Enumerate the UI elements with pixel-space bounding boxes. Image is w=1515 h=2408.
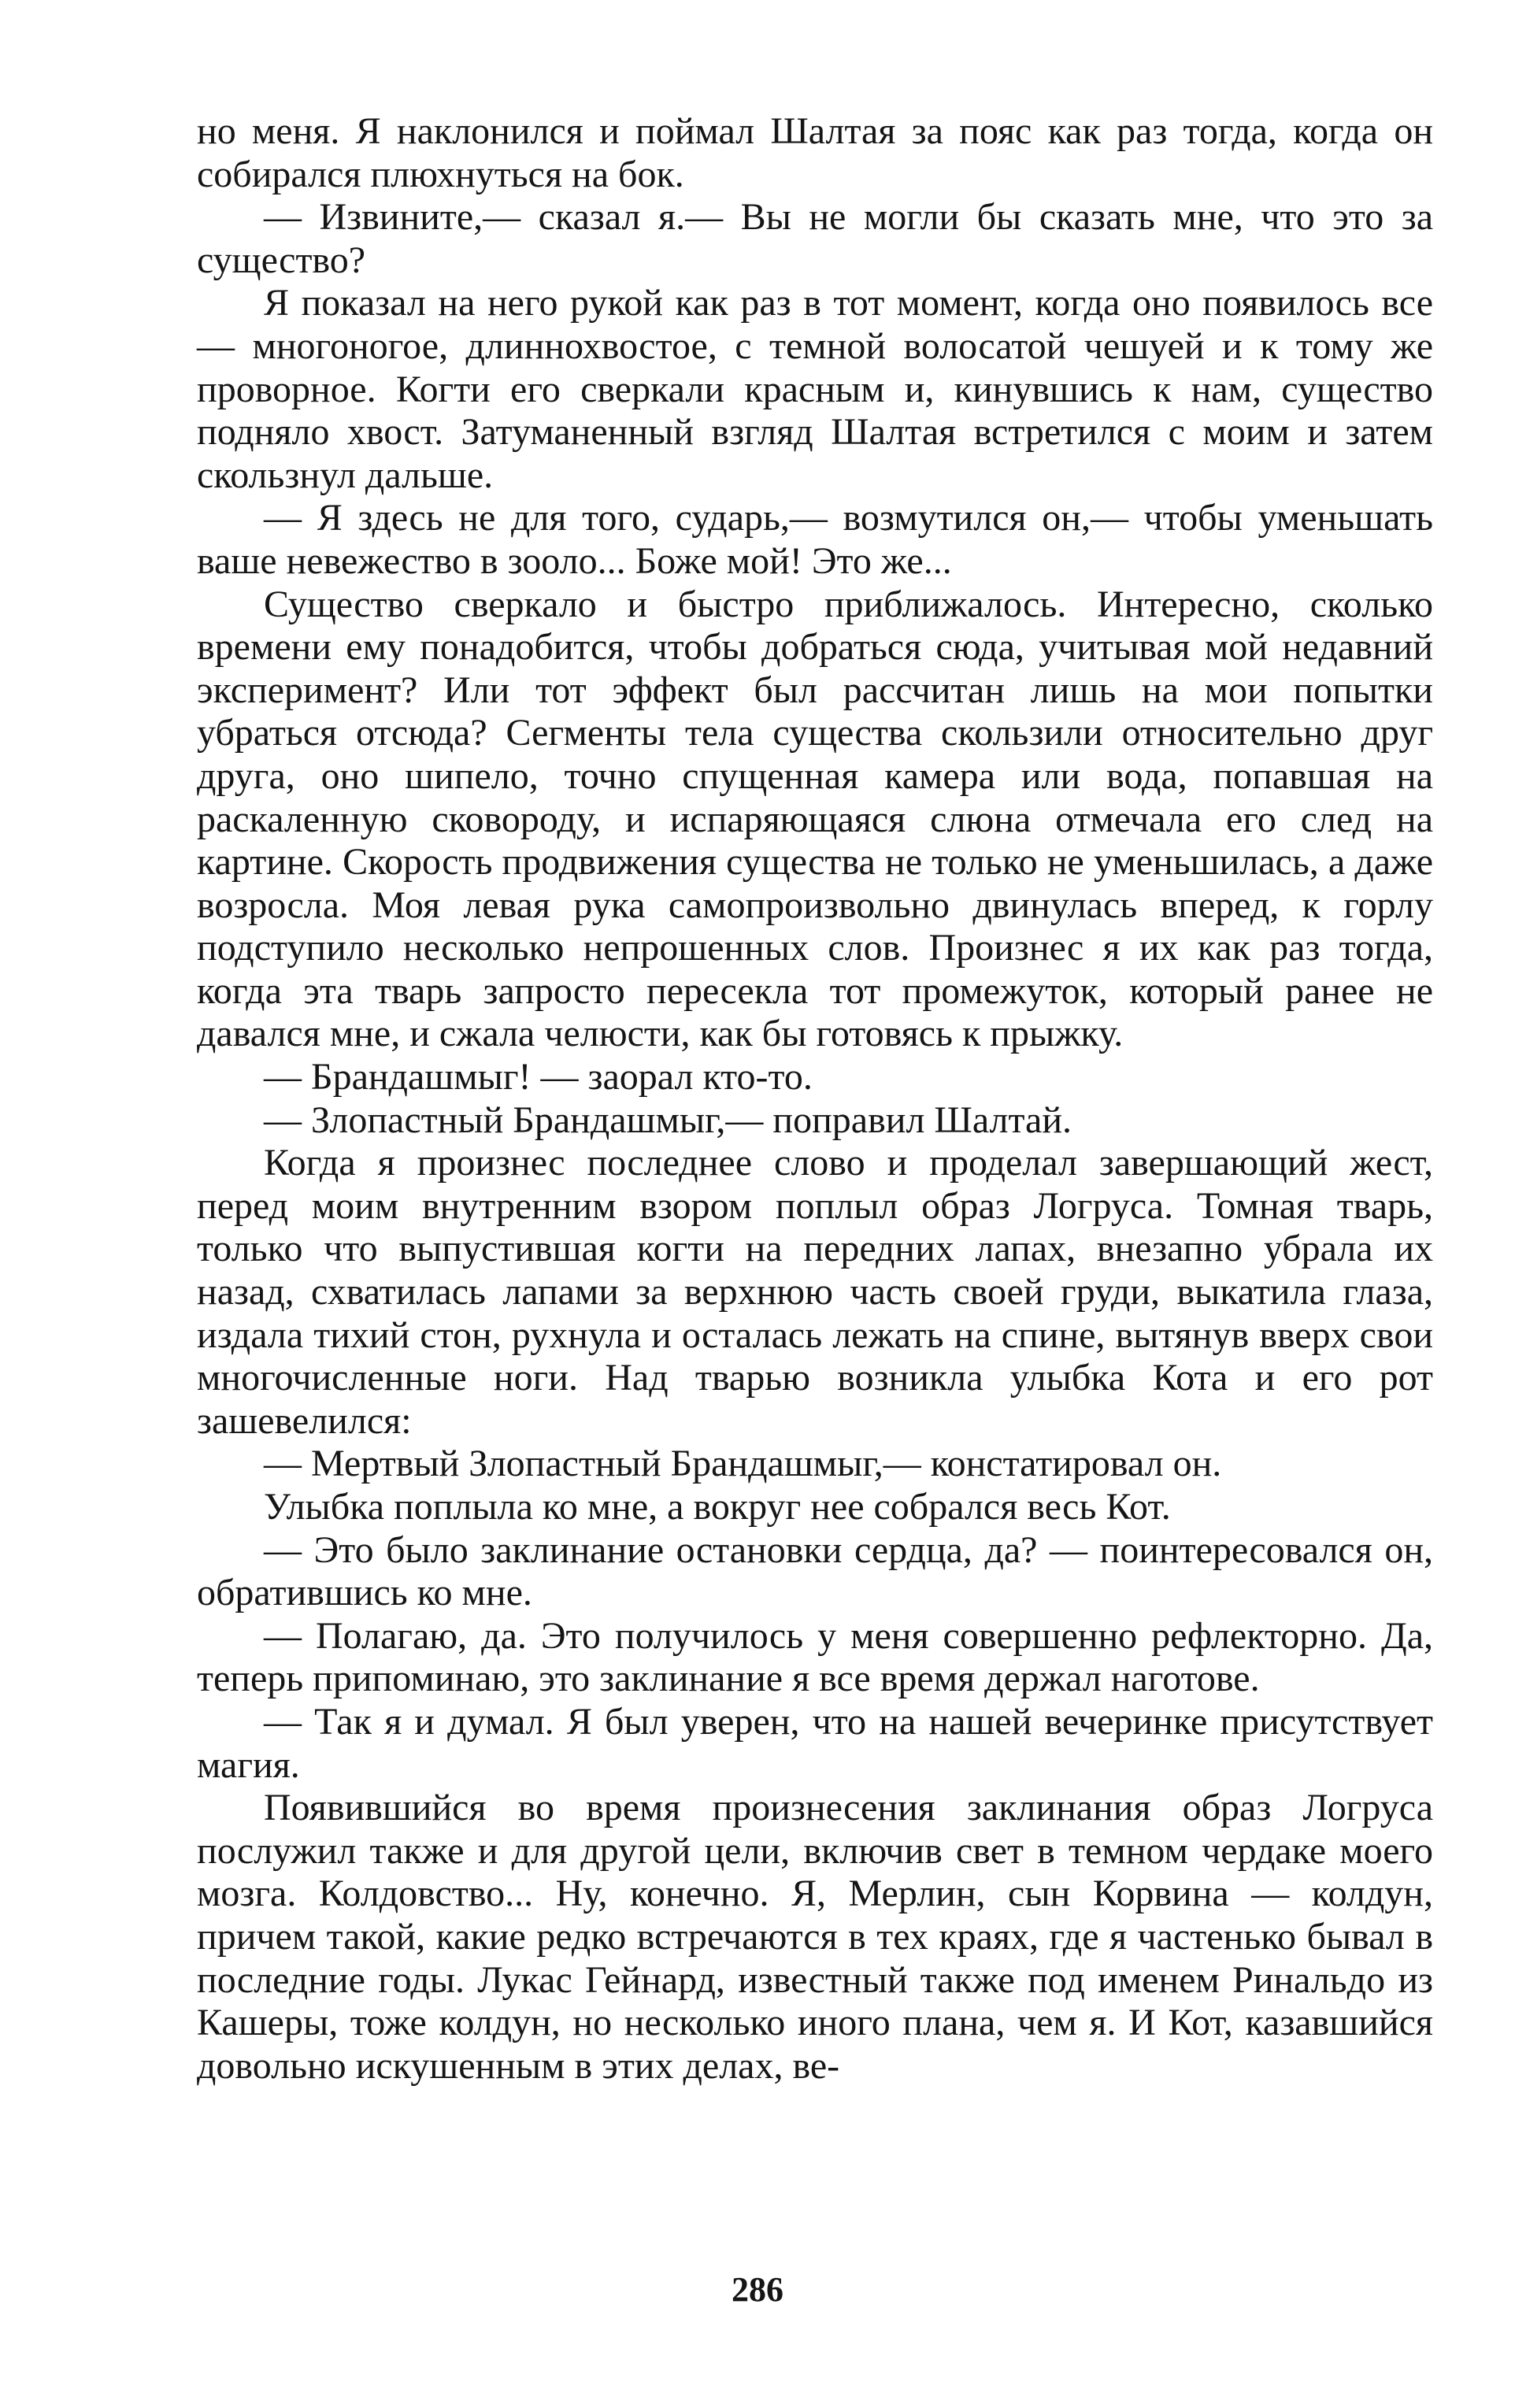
paragraph: — Брандашмыг! — заорал кто-то. — [264, 1056, 813, 1098]
paragraph: — Я здесь не для того, сударь,— возмутился он,— чтобы уменьшать ваше невежество в зооло... Боже мой! Это же... — [197, 497, 1433, 582]
paragraph: — Полагаю, да. Это получилось у меня совершенно рефлекторно. Да, теперь припоминаю, это заклинание я все время держал наготове. — [197, 1614, 1433, 1700]
paragraph: — Мертвый Злопастный Брандашмыг,— констатировал он. — [264, 1443, 1222, 1485]
paragraph: Улыбка поплыла ко мне, а вокруг нее собрался весь Кот. — [264, 1486, 1171, 1528]
paragraph: но меня. Я наклонился и поймал Шалтая за пояс как раз тогда, когда он собирался плюхнуться на бок. — [197, 110, 1433, 195]
paragraph: Когда я произнес последнее слово и проделал завершающий жест, перед моим внутренним взором поплыл образ Логруса. Томная тварь, только что выпустившая когти на передних лапах, внезапно убрала их назад, схватилась лапами за верхнюю часть своей груди, выкатила глаза, издала тихий стон, рухнула и осталась лежать на спине, вытянув вверх свои многочисленные ноги. Над тварью возникла улыбка Кота и его рот зашевелился: — [197, 1142, 1433, 1442]
body-text — [197, 110, 1433, 2088]
paragraph: Появившийся во время произнесения заклинания образ Логруса послужил также и для другой цели, включив свет в темном чердаке моего мозга. Колдовство... Ну, конечно. Я, Мерлин, сын Корвина — колдун, причем такой, какие редко встречаются в тех краях, где я частенько бывал в последние годы. Лукас Гейнард, известный также под именем Ринальдо из Кашеры, тоже колдун, но несколько иного плана, чем я. И Кот, казавшийся довольно искушенным в этих делах, ве- — [197, 1787, 1433, 2087]
paragraph: Я показал на него рукой как раз в тот момент, когда оно появилось все — многоногое, длиннохвостое, с темной волосатой чешуей и к тому же проворное. Когти его сверкали красным и, кинувшись к нам, существо подняло хвост. Затуманенный взгляд Шалтая встретился с моим и затем скользнул дальше. — [197, 282, 1433, 496]
paragraph: — Это было заклинание остановки сердца, да? — поинтересовался он, обратившись ко мне. — [197, 1528, 1433, 1614]
paragraph: Существо сверкало и быстро приближалось. Интересно, сколько времени ему понадобится, чтобы добраться сюда, учитывая мой недавний эксперимент? Или тот эффект был рассчитан лишь на мои попытки убраться отсюда? Сегменты тела существа скользили относительно друг друга, оно шипело, точно спущенная камера или вода, попавшая на раскаленную сковороду, и испаряющаяся слюна отмечала его след на картине. Скорость продвижения существа не только не уменьшилась, а даже возросла. Моя левая рука самопроизвольно двинулась вперед, к горлу подступило несколько непрошенных слов. Произнес я их как раз тогда, когда эта тварь запросто пересекла тот промежуток, который ранее не давался мне, и сжала челюсти, как бы готовясь к прыжку. — [197, 583, 1433, 1055]
paragraph: — Так я и думал. Я был уверен, что на нашей вечеринке присутствует магия. — [197, 1700, 1433, 1786]
page-number: 286 — [732, 2270, 783, 2309]
paragraph: — Злопастный Брандашмыг,— поправил Шалтай. — [264, 1098, 1072, 1141]
paragraph: — Извините,— сказал я.— Вы не могли бы сказать мне, что это за существо? — [197, 196, 1433, 281]
